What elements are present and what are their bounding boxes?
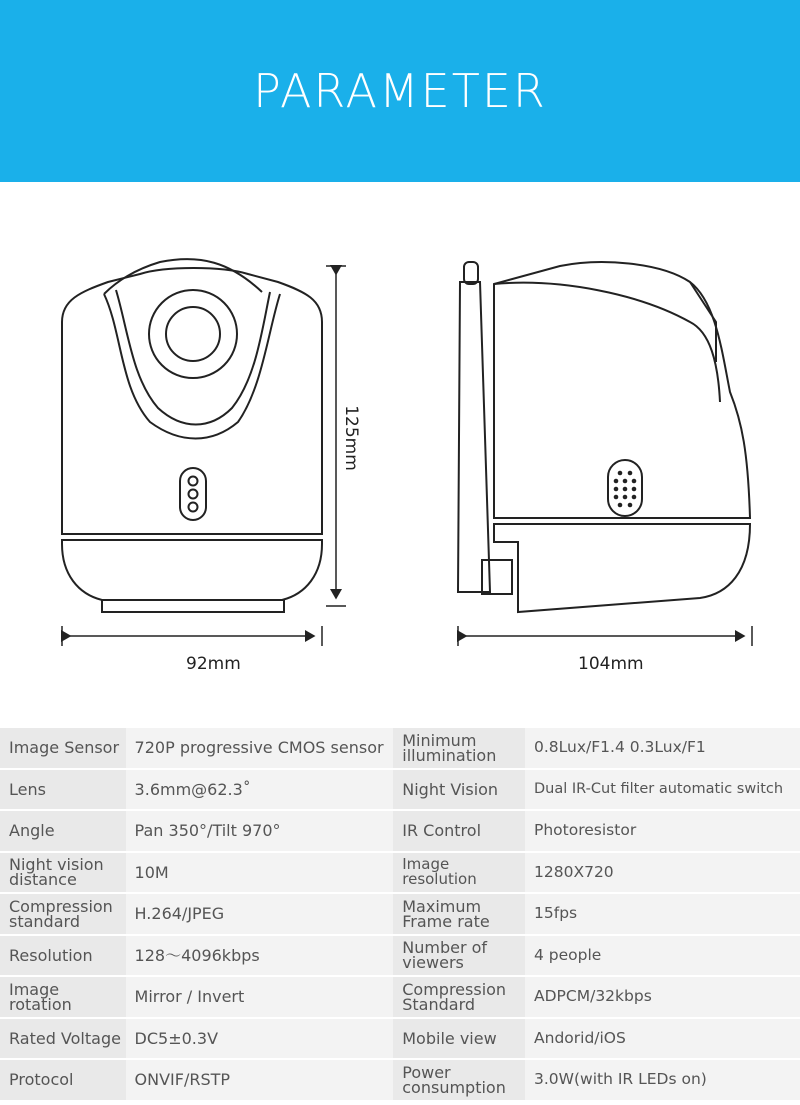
front-view-camera [62,259,322,612]
parameter-table [0,726,800,1100]
spec-label: Mobile view [393,1018,525,1060]
spec-value: 10M [126,852,394,894]
spec-value: Pan 350°/Tilt 970° [126,810,394,852]
spec-label: Night Vision [393,769,525,811]
table-row [0,976,800,1018]
spec-value: Mirror / Invert [126,976,394,1018]
table-row [0,1018,800,1060]
spec-label: Image resolution [393,852,525,894]
spec-value: DC5±0.3V [126,1018,394,1060]
spec-label: Night vision distance [0,852,126,894]
spec-value: 720P progressive CMOS sensor [126,727,394,769]
camera-dimension-drawing [0,182,800,725]
spec-value: ADPCM/32kbps [525,976,800,1018]
side-view-camera [458,262,750,612]
table-row [0,893,800,935]
table-row [0,935,800,977]
page-title: PARAMETER [253,64,547,118]
spec-label: Protocol [0,1059,126,1100]
spec-label: Resolution [0,935,126,977]
table-row [0,810,800,852]
spec-label: Image Sensor [0,727,126,769]
spec-label: Rated Voltage [0,1018,126,1060]
spec-value: 0.8Lux/F1.4 0.3Lux/F1 [525,727,800,769]
spec-label: Image rotation [0,976,126,1018]
spec-value: Andorid/iOS [525,1018,800,1060]
spec-value: Dual IR-Cut filter automatic switch [525,769,800,811]
spec-label: IR Control [393,810,525,852]
spec-value: 1280X720 [525,852,800,894]
table-row [0,852,800,894]
header-banner [0,0,800,182]
spec-label: Minimum illumination [393,727,525,769]
table-row [0,1059,800,1100]
height-dimension-label: 125mm [340,405,361,471]
spec-label: Compression Standard [393,976,525,1018]
table-row [0,769,800,811]
spec-label: Maximum Frame rate [393,893,525,935]
spec-value: 15fps [525,893,800,935]
spec-value: 3.0W(with IR LEDs on) [525,1059,800,1100]
spec-value: Photoresistor [525,810,800,852]
product-drawing [0,182,800,725]
spec-label: Lens [0,769,126,811]
side-width-dimension-line [458,626,752,646]
spec-label: Power consumption [393,1059,525,1100]
spec-label: Angle [0,810,126,852]
spec-label: Number of viewers [393,935,525,977]
spec-value: 4 people [525,935,800,977]
spec-value: H.264/JPEG [126,893,394,935]
front-width-dimension-label: 92mm [186,654,241,674]
spec-value: ONVIF/RSTP [126,1059,394,1100]
side-width-dimension-label: 104mm [578,654,644,674]
spec-value: 3.6mm@62.3˚ [126,769,394,811]
spec-value: 128～4096kbps [126,935,394,977]
table-row [0,727,800,769]
front-width-dimension-line [62,626,322,646]
spec-label: Compression standard [0,893,126,935]
